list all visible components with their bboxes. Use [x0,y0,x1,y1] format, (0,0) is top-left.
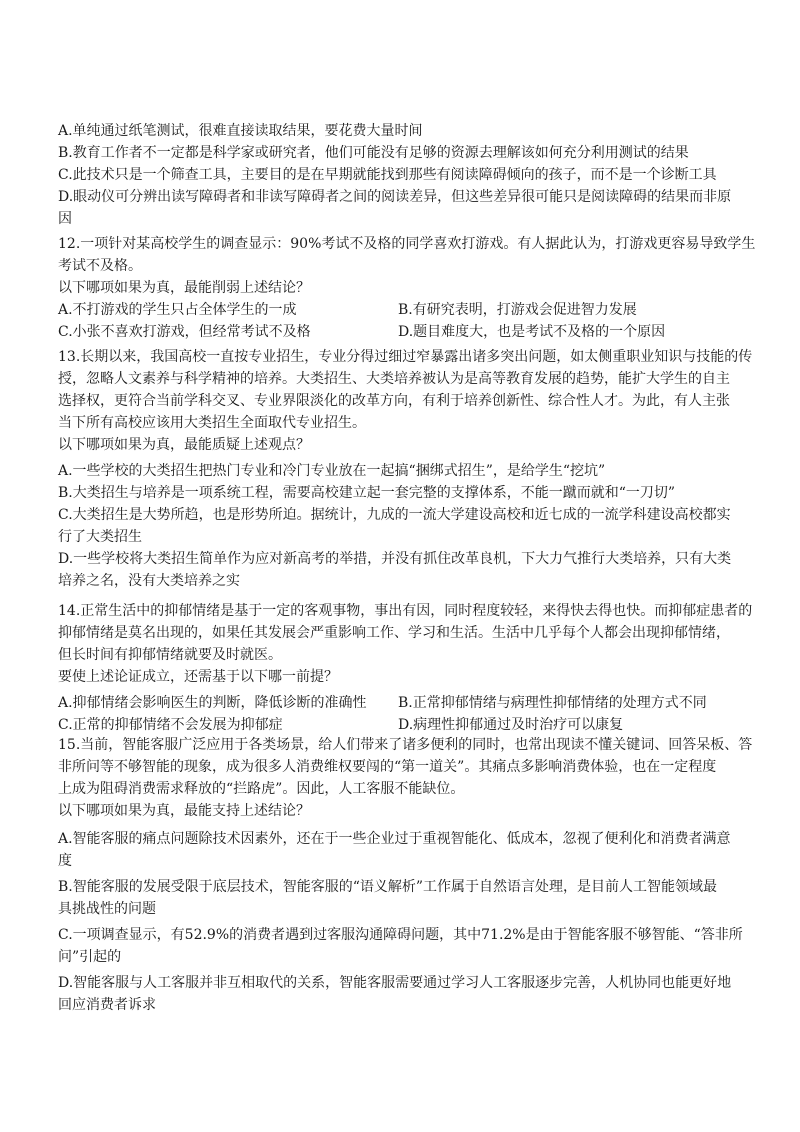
question-11-options [58,120,748,230]
question-14 [58,600,753,736]
q11-option-d-line1: D.眼动仪可分辨出读写障碍者和非读写障碍者之间的阅读差异，但这些差异很可能只是阅读障碍的结果而非原 [58,189,732,205]
question-13 [58,346,753,592]
q14-option-d: D.病理性抑郁通过及时治疗可以康复 [398,717,624,733]
q15-stem-line2: 非所问等不够智能的现象，成为很多人消费维权要闯的“第一道关”。其痛点多影响消费体验，也在一定程度 [58,759,717,775]
q11-option-b: B.教育工作者不一定都是科学家或研究者，他们可能没有足够的资源去理解该如何充分利用测试的结果 [58,145,689,161]
q13-option-b: B.大类招生与培养是一项系统工程，需要高校建立起一套完整的支撑体系，不能一蹴而就和“一刀切” [58,485,676,501]
q13-option-d-line1: D.一些学校将大类招生简单作为应对新高考的举措，并没有抓住改革良机，下大力气推行大类培养，只有大类 [58,551,732,567]
q14-option-b: B.正常抑郁情绪与病理性抑郁情绪的处理方式不同 [398,695,707,711]
q15-option-c-line1: C.一项调查显示，有52.9%的消费者遇到过客服沟通障碍问题，其中71.2%是由于智能客服不够智能、“答非所 [58,927,743,943]
q13-stem-line4: 当下所有高校应该用大类招生全面取代专业招生。 [58,415,366,431]
q11-option-a: A.单纯通过纸笔测试，很难直接读取结果，要花费大量时间 [58,123,423,139]
q13-option-d-line2: 培养之名，没有大类培养之实 [58,573,240,589]
q14-prompt: 要使上述论证成立，还需基于以下哪一前提？ [58,669,338,685]
q11-option-d-line2: 因 [58,211,72,227]
q14-stem-line1: 14.正常生活中的抑郁情绪是基于一定的客观事物，事出有因，同时程度较轻，来得快去得也快。而抑郁症患者的 [58,603,753,619]
q11-option-c: C.此技术只是一个筛查工具，主要目的是在早期就能找到那些有阅读障碍倾向的孩子，而不是一个诊断工具 [58,167,717,183]
q13-stem-line3: 选择权，更符合当前学科交叉、专业界限淡化的改革方向，有利于培养创新性、综合性人才。为此，有人主张 [58,393,730,409]
q12-options-row2 [58,321,748,343]
q14-options-row2 [58,714,748,736]
q13-prompt: 以下哪项如果为真，最能质疑上述观点？ [58,437,310,453]
question-15 [58,734,753,1016]
q15-option-a-line1: A.智能客服的痛点问题除技术因素外，还在于一些企业过于重视智能化、低成本，忽视了便利化和消费者满意 [58,831,731,847]
q14-option-a: A.抑郁情绪会影响医生的判断，降低诊断的准确性 [58,695,367,711]
q12-prompt: 以下哪项如果为真，最能削弱上述结论？ [58,280,310,296]
q12-option-a: A.不打游戏的学生只占全体学生的一成 [58,302,297,318]
q13-option-c-line1: C.大类招生是大势所趋，也是形势所迫。据统计，九成的一流大学建设高校和近七成的一流学科建设高校都实 [58,507,731,523]
q15-option-b-line1: B.智能客服的发展受限于底层技术，智能客服的“语义解析”工作属于自然语言处理，是目前人工智能领域最 [58,879,718,895]
q12-option-c: C.小张不喜欢打游戏，但经常考试不及格 [58,324,311,340]
q13-option-a: A.一些学校的大类招生把热门专业和冷门专业放在一起搞“捆绑式招生”，是给学生“挖坑” [58,463,606,479]
q12-options-row1 [58,299,748,321]
q12-stem-line1: 12.一项针对某高校学生的调查显示：90%考试不及格的同学喜欢打游戏。有人据此认为，打游戏更容易导致学生 [58,236,756,252]
q12-option-d: D.题目难度大，也是考试不及格的一个原因 [398,324,666,340]
q15-stem-line3: 上成为阻碍消费需求释放的“拦路虎”。因此，人工客服不能缺位。 [58,781,465,797]
q12-option-b: B.有研究表明，打游戏会促进智力发展 [398,302,637,318]
q15-option-d-line1: D.智能客服与人工客服并非互相取代的关系，智能客服需要通过学习人工客服逐步完善，人机协同也能更好地 [58,975,732,991]
question-12 [58,233,756,343]
q12-stem-line2: 考试不及格。 [58,258,142,274]
q15-option-a-line2: 度 [58,853,72,869]
q15-option-b-line2: 具挑战性的问题 [58,901,156,917]
q14-options-row1 [58,692,748,714]
q15-prompt: 以下哪项如果为真，最能支持上述结论？ [58,803,310,819]
q13-stem-line1: 13.长期以来，我国高校一直按专业招生，专业分得过细过窄暴露出诸多突出问题，如太侧重职业知识与技能的传 [58,349,753,365]
q13-option-c-line2: 行了大类招生 [58,529,142,545]
q15-option-c-line2: 问”引起的 [58,949,122,965]
q14-stem-line3: 但长时间有抑郁情绪就要及时就医。 [58,647,282,663]
q15-stem-line1: 15.当前，智能客服广泛应用于各类场景，给人们带来了诸多便利的同时，也常出现读不懂关键词、回答呆板、答 [58,737,753,753]
q13-stem-line2: 授，忽略人文素养与科学精神的培养。大类招生、大类培养被认为是高等教育发展的趋势，能扩大学生的自主 [58,371,730,387]
q14-option-c: C.正常的抑郁情绪不会发展为抑郁症 [58,717,283,733]
q14-stem-line2: 抑郁情绪是莫名出现的，如果任其发展会严重影响工作、学习和生活。生活中几乎每个人都会出现抑郁情绪， [58,625,730,641]
q15-option-d-line2: 回应消费者诉求 [58,997,156,1013]
